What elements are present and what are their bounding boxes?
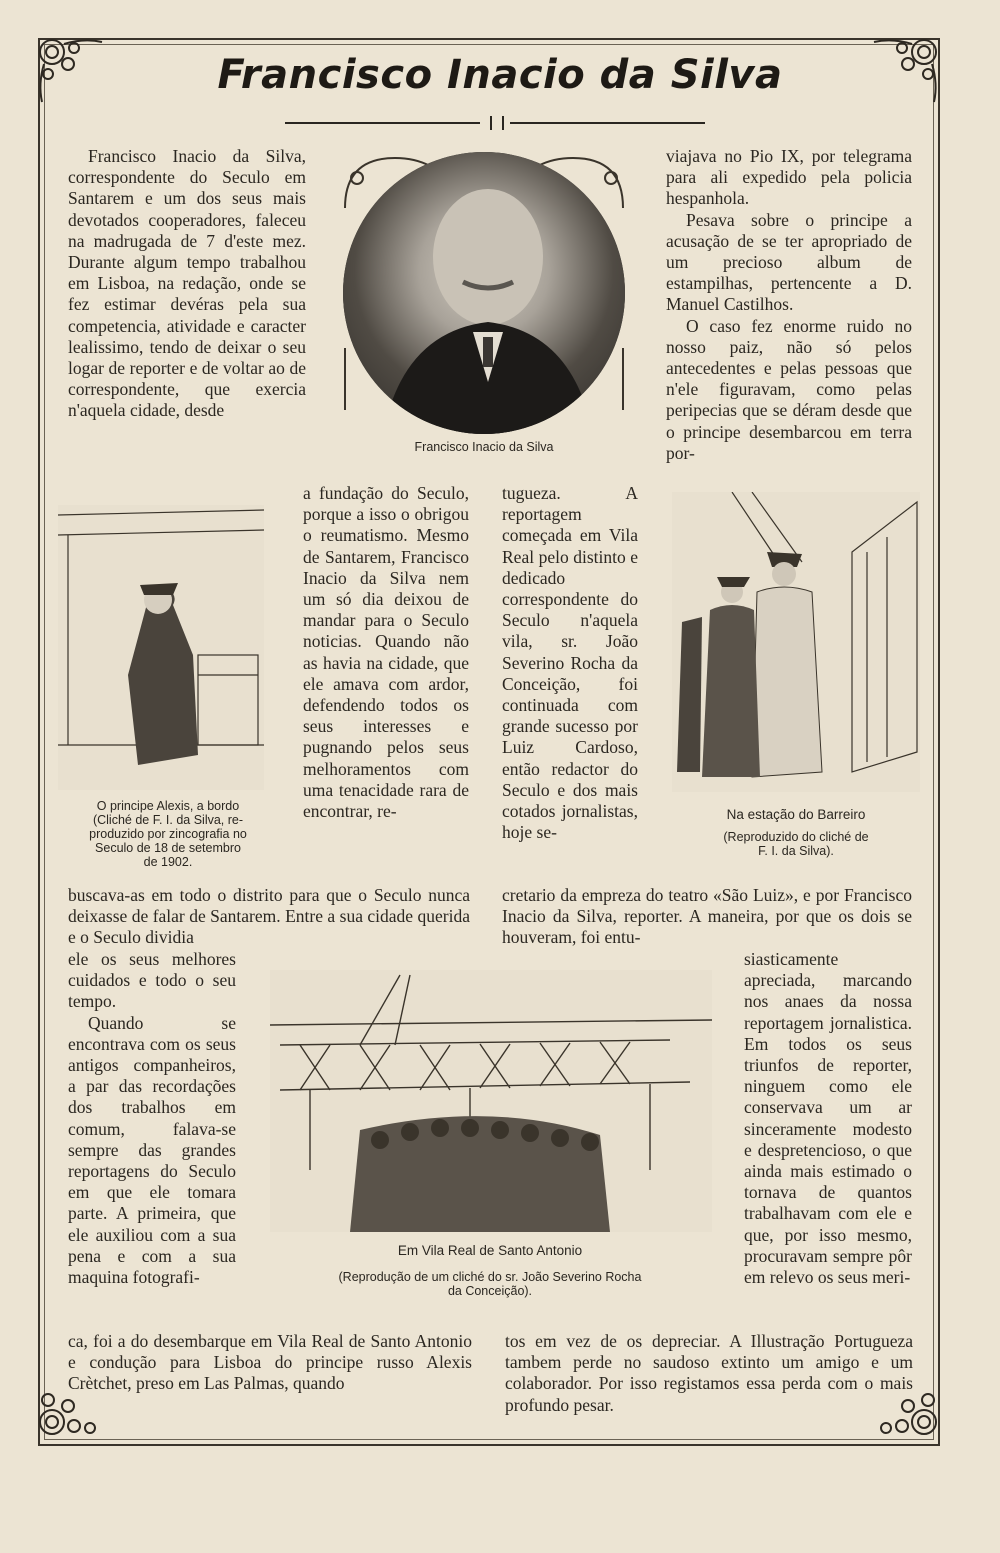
article-col3-top bbox=[666, 146, 912, 464]
caption-line: produzido por zincografia no bbox=[89, 827, 247, 841]
article-col-mid-a bbox=[303, 483, 469, 822]
article-bottom-left bbox=[68, 1331, 472, 1395]
article-lower-left bbox=[68, 949, 236, 1288]
article-col1-top bbox=[68, 146, 306, 422]
paragraph: buscava-as em todo o distrito para que o Seculo nunca deixasse de falar de Santarem. Entre a sua cidade querida e o Seculo dividia bbox=[68, 885, 470, 948]
paragraph: Pesava sobre o principe a acusação de se ter apropriado de um precioso album de estampilhas, pertencente a D. Manuel Castilhos. bbox=[666, 209, 912, 315]
paragraph: O caso fez enorme ruido no nosso paiz, não só pelos antecedentes e pelas pessoas que n'ele figuravam, como pelas peripecias que se déram desde que o principe desembarcou em terra por- bbox=[666, 315, 912, 463]
portrait-caption: Francisco Inacio da Silva bbox=[414, 440, 554, 454]
paragraph: tos em vez de os depreciar. A Illustração Portugueza tambem perde no saudoso extinto um amigo e um colaborador. Por isso registamos essa perda com o mais profundo pesar. bbox=[505, 1331, 913, 1415]
paragraph: cretario da empreza do teatro «São Luiz», e por Francisco Inacio da Silva, reporter. A maneira, por que os dois se houveram, foi entu- bbox=[502, 885, 912, 948]
article-bottom-right bbox=[505, 1331, 913, 1416]
figure-estacao-barreiro bbox=[672, 492, 920, 792]
article-wide-left bbox=[68, 885, 470, 949]
paragraph: ele os seus melhores cuidados e todo o seu tempo. bbox=[68, 949, 236, 1012]
caption-line: (Cliché de F. I. da Silva, re- bbox=[92, 813, 244, 827]
article-col-mid-b bbox=[502, 483, 638, 843]
article-lower-right bbox=[744, 949, 912, 1288]
caption-line: (Reproduzido do cliché de bbox=[723, 830, 869, 844]
paragraph: siasticamente apreciada, marcando nos anaes da nossa reportagem jornalistica. Em todos os seus triunfos de reporter, ninguem como ele conservava um ar sinceramente modesto e despretencioso, o que ainda mais estimado o tornava de quantos trabalhavam com ele e que, por isso mesmo, procuravam sempre pôr em relevo os seus meri- bbox=[744, 949, 912, 1288]
figure-barreiro-caption bbox=[678, 808, 914, 858]
figure-vila-real-bridge bbox=[270, 970, 712, 1232]
figure-vila-real-caption bbox=[280, 1244, 700, 1298]
paragraph: Quando se encontrava com os seus antigos companheiros, a par das recordações dos trabalhos em comum, falava-se sempre das grandes reportagens do Seculo em que ele tomara parte. A primeira, que ele auxiliou com a sua pena e com a sua maquina fotografi- bbox=[68, 1012, 236, 1288]
figure-principe-alexis bbox=[58, 505, 264, 790]
title-rule bbox=[285, 118, 705, 128]
caption-line: Em Vila Real de Santo Antonio bbox=[397, 1243, 583, 1258]
paragraph: a fundação do Seculo, porque a isso o obrigou o reumatismo. Mesmo de Santarem, Francisco Inacio da Silva nem um só dia deixou de mandar para o Seculo noticias. Quando não as havia na cidade, que ele amava com ardor, defendendo todos os seus interesses e pugnando pelos seus melhoramentos com uma tenacidade rara de encontrar, re- bbox=[303, 483, 469, 822]
article-wide-right bbox=[502, 885, 912, 949]
paragraph: viajava no Pio IX, por telegrama para ali expedido pela policia hespanhola. bbox=[666, 146, 912, 209]
caption-line: (Reprodução de um cliché do sr. João Severino Rocha bbox=[338, 1270, 642, 1284]
caption-line: Seculo de 18 de setembro bbox=[95, 841, 241, 855]
caption-line: da Conceição). bbox=[447, 1284, 533, 1298]
paragraph: tugueza. A reportagem começada em Vila Real pelo distinto e dedicado correspondente do Seculo n'aquela vila, sr. João Severino Rocha da Conceição, foi continuada com grande sucesso por Luiz Cardoso, então redactor do Seculo e dos mais cotados jornalistas, hoje se- bbox=[502, 483, 638, 843]
caption-line: O principe Alexis, a bordo bbox=[96, 799, 240, 813]
caption-line: de 1902. bbox=[143, 855, 193, 869]
figure-alexis-caption bbox=[62, 799, 274, 869]
page-title: Francisco Inacio da Silva bbox=[217, 52, 783, 98]
caption-line: Na estação do Barreiro bbox=[726, 807, 866, 822]
portrait-photo bbox=[343, 152, 625, 434]
paragraph: Francisco Inacio da Silva, correspondente do Seculo em Santarem e um dos seus mais devotados cooperadores, faleceu na madrugada de 7 d'este mez. Durante algum tempo trabalhou em Lisboa, na redação, onde se fez estimar devéras pela sua competencia, atividade e caracter lealissimo, tendo de deixar o seu logar de reporter e de voltar ao de correspondente, que exercia n'aquela cidade, desde bbox=[68, 146, 306, 421]
paragraph: ca, foi a do desembarque em Vila Real de Santo Antonio e condução para Lisboa do principe russo Alexis Crètchet, preso em Las Palmas, quando bbox=[68, 1331, 472, 1394]
caption-line: F. I. da Silva). bbox=[758, 844, 834, 858]
